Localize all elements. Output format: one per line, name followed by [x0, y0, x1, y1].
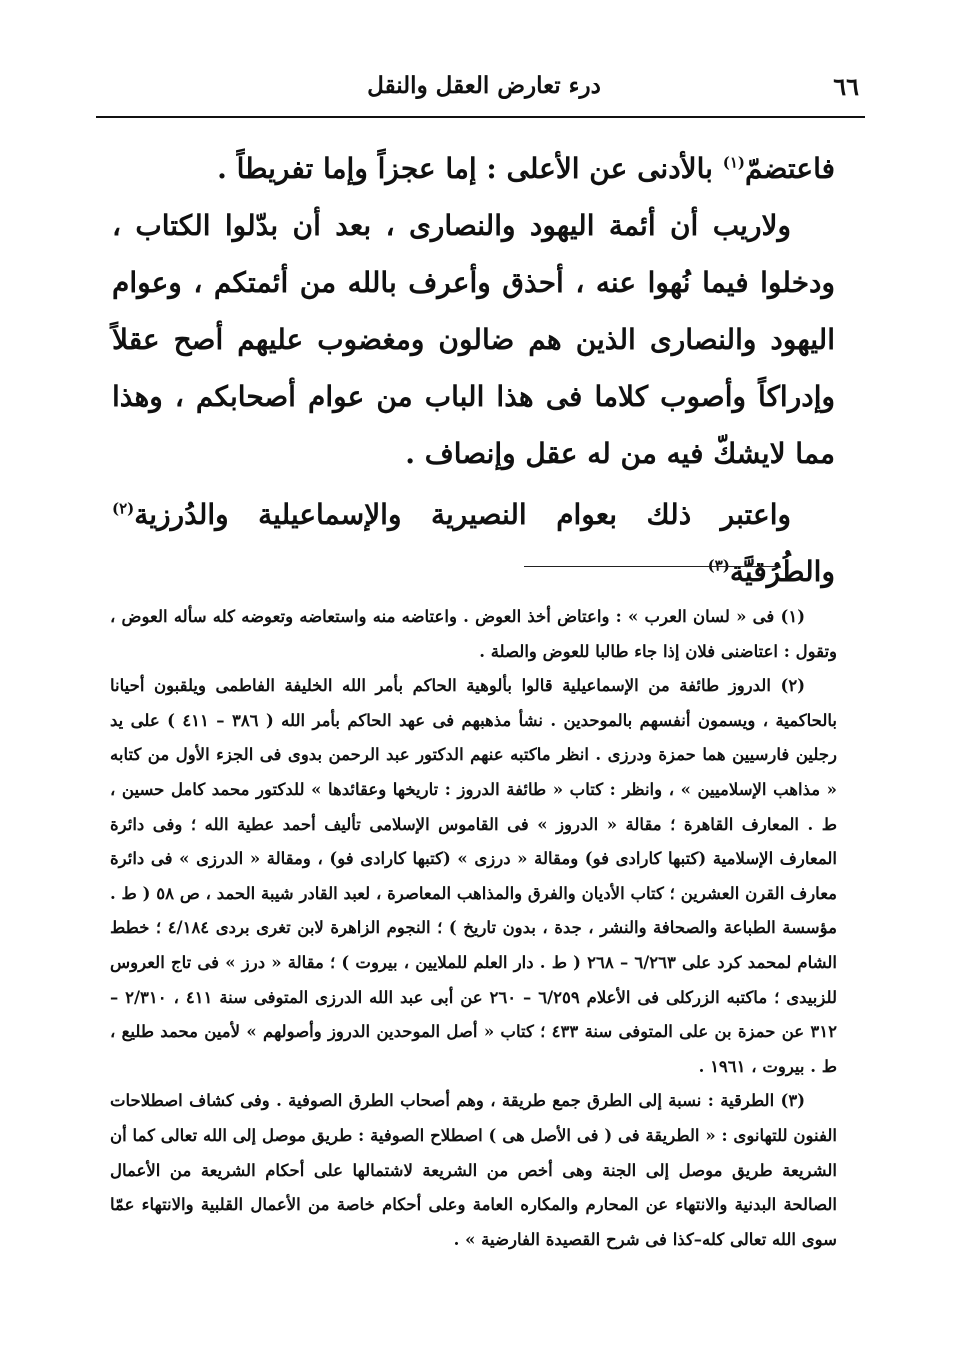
paragraph-3-middle: والطُرُقيَّة — [729, 555, 835, 588]
running-title: درء تعارض العقل والنقل — [367, 72, 601, 99]
paragraph-3 — [112, 486, 835, 600]
footnote-ref-3: (٣) — [707, 556, 730, 575]
header-rule — [96, 116, 865, 118]
page-number: ٦٦ — [833, 72, 859, 101]
footnote-ref-2: (٢) — [112, 499, 135, 518]
footnote-1: (١) فى « لسان العرب » : واعتاض أخذ العوض . واعتاضه منه واستعاضه وتعوضه كله سأله العوض ، وتقول : اعتاضنى فلان إذا جاء طالبا للعوض والصلة . — [110, 607, 837, 661]
main-text — [112, 140, 835, 600]
footnote-3: (٣) الطرقية : نسبة إلى الطرق جمع طريقة ، وهم أصحاب الطرق الصوفية . وفى كشاف اصطلاحات الفنون للتهانوى : « الطريقة فى ( فى الأصل هى ) اصطلاح الصوفية : طريق موصل إلى الله تعالى كما أن الشريعة طريق موصل إلى الجنة وهى أخص من الشريعة لاشتمالها على أحكام الشريعة من الأعمال الصالحة البدنية والانتهاء عن المحارم والمكاره العامة وعلى أحكام خاصة من الأعمال القلبية والانتهاء عمّا سوى الله تعالى كله–كذا فى شرح القصيدة الفارضية » . — [110, 1091, 837, 1249]
footnotes — [110, 600, 837, 1257]
paragraph-3-start: واعتبر ذلك بعوام النصيرية والإسماعيلية والدُرزية — [134, 498, 791, 531]
paragraph-1-end: بالأدنى عن الأعلى : إما عجزاً وإما تفريطاً . — [217, 152, 723, 185]
footnote-ref-1: (١) — [722, 153, 745, 172]
paragraph-1 — [112, 140, 835, 197]
running-head — [92, 68, 867, 108]
footnote-separator — [524, 566, 778, 567]
paragraph-1-start: فاعتضمّ — [745, 152, 835, 185]
footnote-2: (٢) الدروز طائفة من الإسماعيلية قالوا بألوهية الحاكم بأمر الله الخليفة الفاطمى ويلقبون أحيانا بالحاكمية ، ويسمون أنفسهم بالموحدين . نشأ مذهبهم فى عهد الحاكم بأمر الله ( ٣٨٦ – ٤١١ ) على يد رجلين فارسيين هما حمزة ودرزى . انظر ماكتبه عنهم الدكتور عبد الرحمن بدوى فى الجزء الأول من كتابه « مذاهب الإسلاميين » ، وانظر : كتاب « طائفة الدروز : تاريخها وعقائدها » للدكتور محمد كامل حسين ، ط . المعارف القاهرة ؛ مقالة « الدروز » فى القاموس الإسلامى تأليف أحمد عطية الله ؛ وفى دائرة المعارف الإسلامية (كتبها كارادى فو) ومقالة « درزى » (كتبها كارادى فو) ، ومقالة « الدرزى » فى دائرة معارف القرن العشرين ؛ كتاب الأديان والفرق والمذاهب المعاصرة ، لعبد القادر شيبة الحمد ، ص ٥٨ ( ط . مؤسسة الطباعة والصحافة والنشر ، جدة ، بدون تاريخ ) ؛ النجوم الزاهرة لابن تغرى بردى ٤/١٨٤ ؛ خطط الشام لمحمد كرد على ٦/٢٦٣ – ٢٦٨ ( ط . دار العلم للملايين ، بيروت ) ؛ مقالة « درز » فى تاج العروس للزبيدى ؛ ماكتبه الزركلى فى الأعلام ٦/٢٥٩ – ٢٦٠ عن أبى عبد الله الدرزى المتوفى سنة ٤١١ ، ٢/٣١٠ – ٣١٢ عن حمزة بن على المتوفى سنة ٤٣٣ ؛ كتاب « أصل الموحدين الدروز وأصولهم » لأمين محمد طليع ، ط . بيروت ، ١٩٦١ . — [110, 676, 838, 1076]
paragraph-2: ولاريب أن أئمة اليهود والنصارى ، بعد أن بدّلوا الكتاب ، ودخلوا فيما نُهوا عنه ، أحذق وأعرف بالله من أئمتكم ، وعوام اليهود والنصارى الذين هم ضالون ومغضوب عليهم أصح عقلاً وإدراكاً وأصوب كلاما فى هذا الباب من عوام أصحابكم ، وهذا مما لايشكّ فيه من له عقل وإنصاف . — [112, 209, 835, 470]
